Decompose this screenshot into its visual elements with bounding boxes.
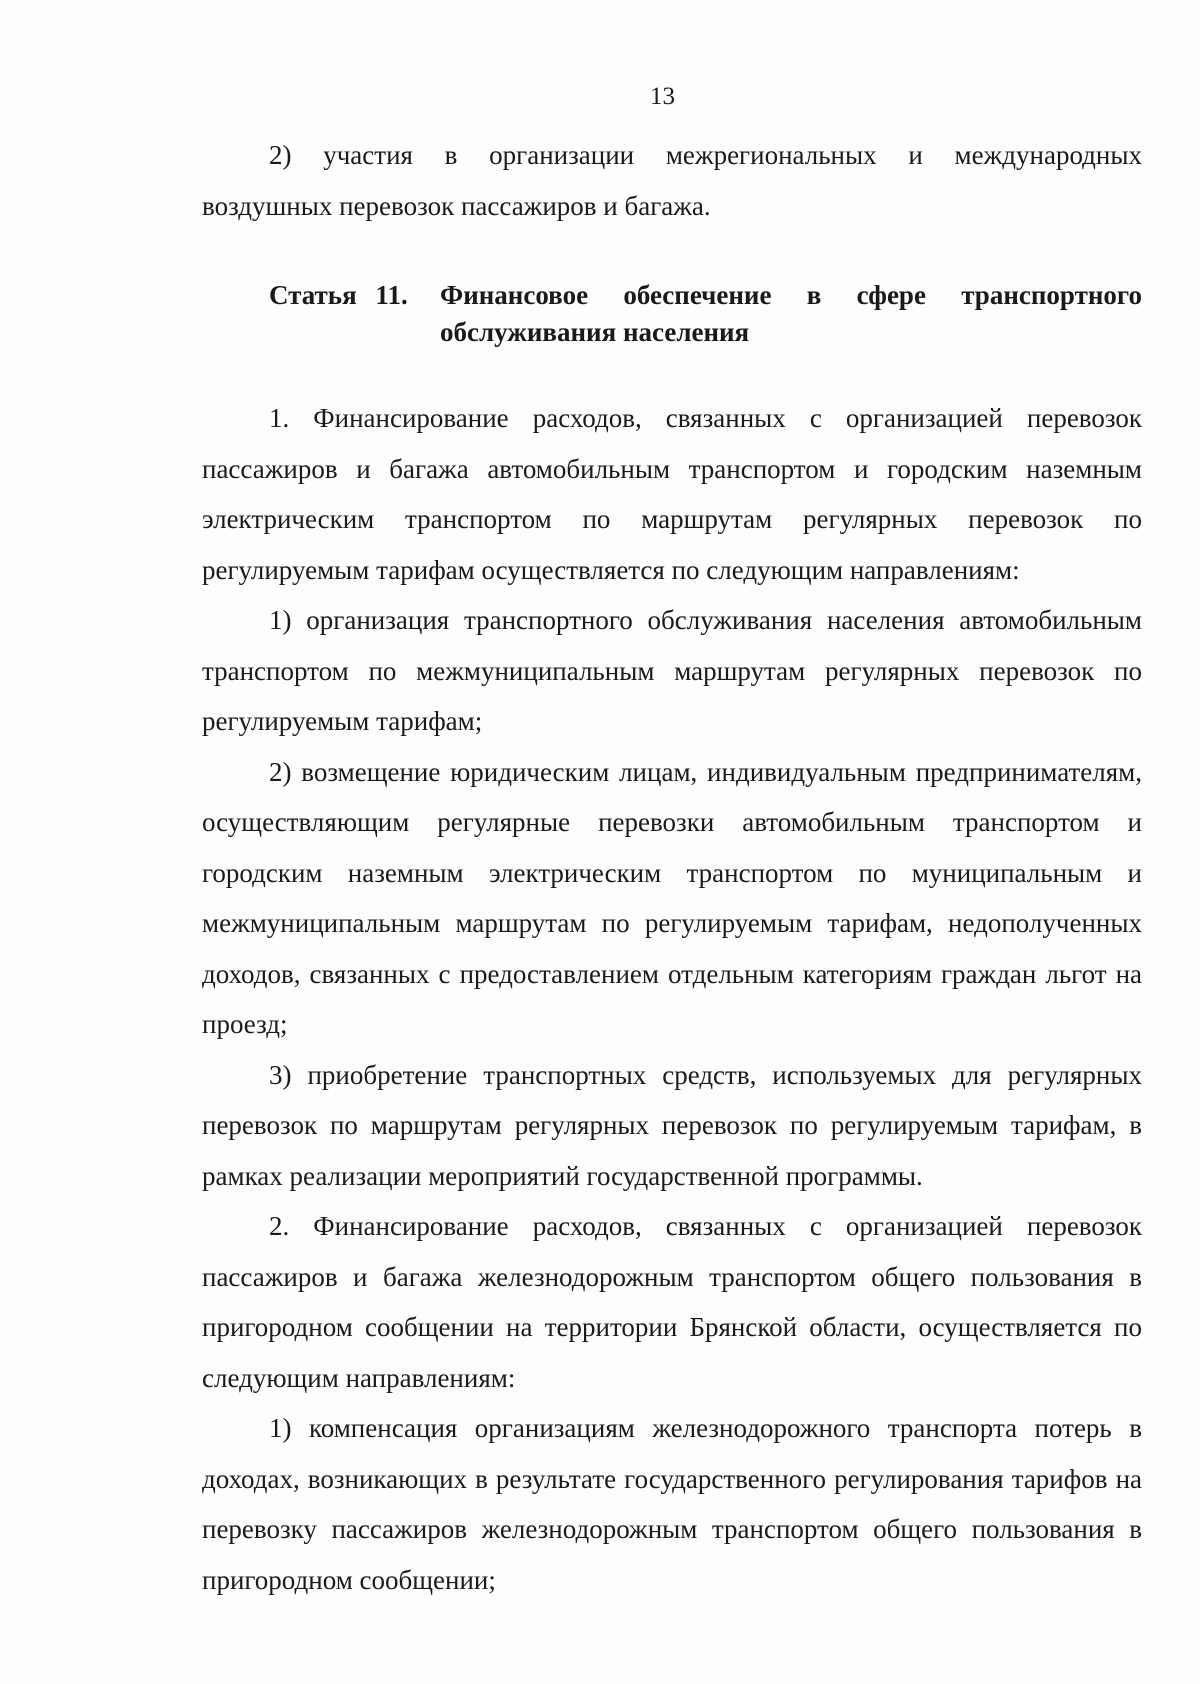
document-body <box>202 130 1142 1605</box>
article-title <box>440 277 1142 351</box>
paragraph-2-item-1: 1) компенсация организациям железнодорожного транспорта потерь в доходах, возникающих в результате государственного регулирования тарифов на перевозку пассажиров железнодорожным транспортом общего пользования в пригородном сообщении; <box>202 1413 1142 1595</box>
page-number: 13 <box>650 83 675 110</box>
paragraph-2: 2. Финансирование расходов, связанных с организацией перевозок пассажиров и багажа железнодорожным транспортом общего пользования в пригородном сообщении на территории Брянской области, осуществляется по следующим направлениям: <box>202 1211 1142 1393</box>
paragraph-1-item-3: 3) приобретение транспортных средств, используемых для регулярных перевозок по маршрутам регулярных перевозок по регулируемым тарифам, в рамках реализации мероприятий государственной программы. <box>202 1059 1142 1191</box>
article-label: Статья 11. <box>269 280 408 310</box>
paragraph-1: 1. Финансирование расходов, связанных с организацией перевозок пассажиров и багажа автомобильным транспортом и городским наземным электрическим транспортом по маршрутам регулярных перевозок по регулируемым тарифам осуществляется по следующим направлениям: <box>202 403 1142 585</box>
article-title-line2: обслуживания населения <box>440 317 750 347</box>
intro-item-2-line2: воздушных перевозок пассажиров и багажа. <box>202 190 711 221</box>
intro-item-2-line1: 2) участия в организации межрегиональных и международных <box>269 140 1142 170</box>
article-title-line1: Финансовое обеспечение в сфере транспортного <box>440 280 1142 310</box>
paragraph-1-item-1: 1) организация транспортного обслуживания населения автомобильным транспортом по межмуниципальным маршрутам регулярных перевозок по регулируемым тарифам; <box>202 605 1142 736</box>
paragraph-intro-item-2 <box>202 130 1142 231</box>
article-heading <box>202 277 1142 351</box>
paragraph-1-item-2: 2) возмещение юридическим лицам, индивидуальным предпринимателям, осуществляющим регулярные перевозки автомобильным транспортом и городским наземным электрическим транспортом по муниципальным и межмуниципальным маршрутам по регулируемым тарифам, недополученных доходов, связанных с предоставлением отдельным категориям граждан льгот на проезд; <box>202 756 1142 1039</box>
